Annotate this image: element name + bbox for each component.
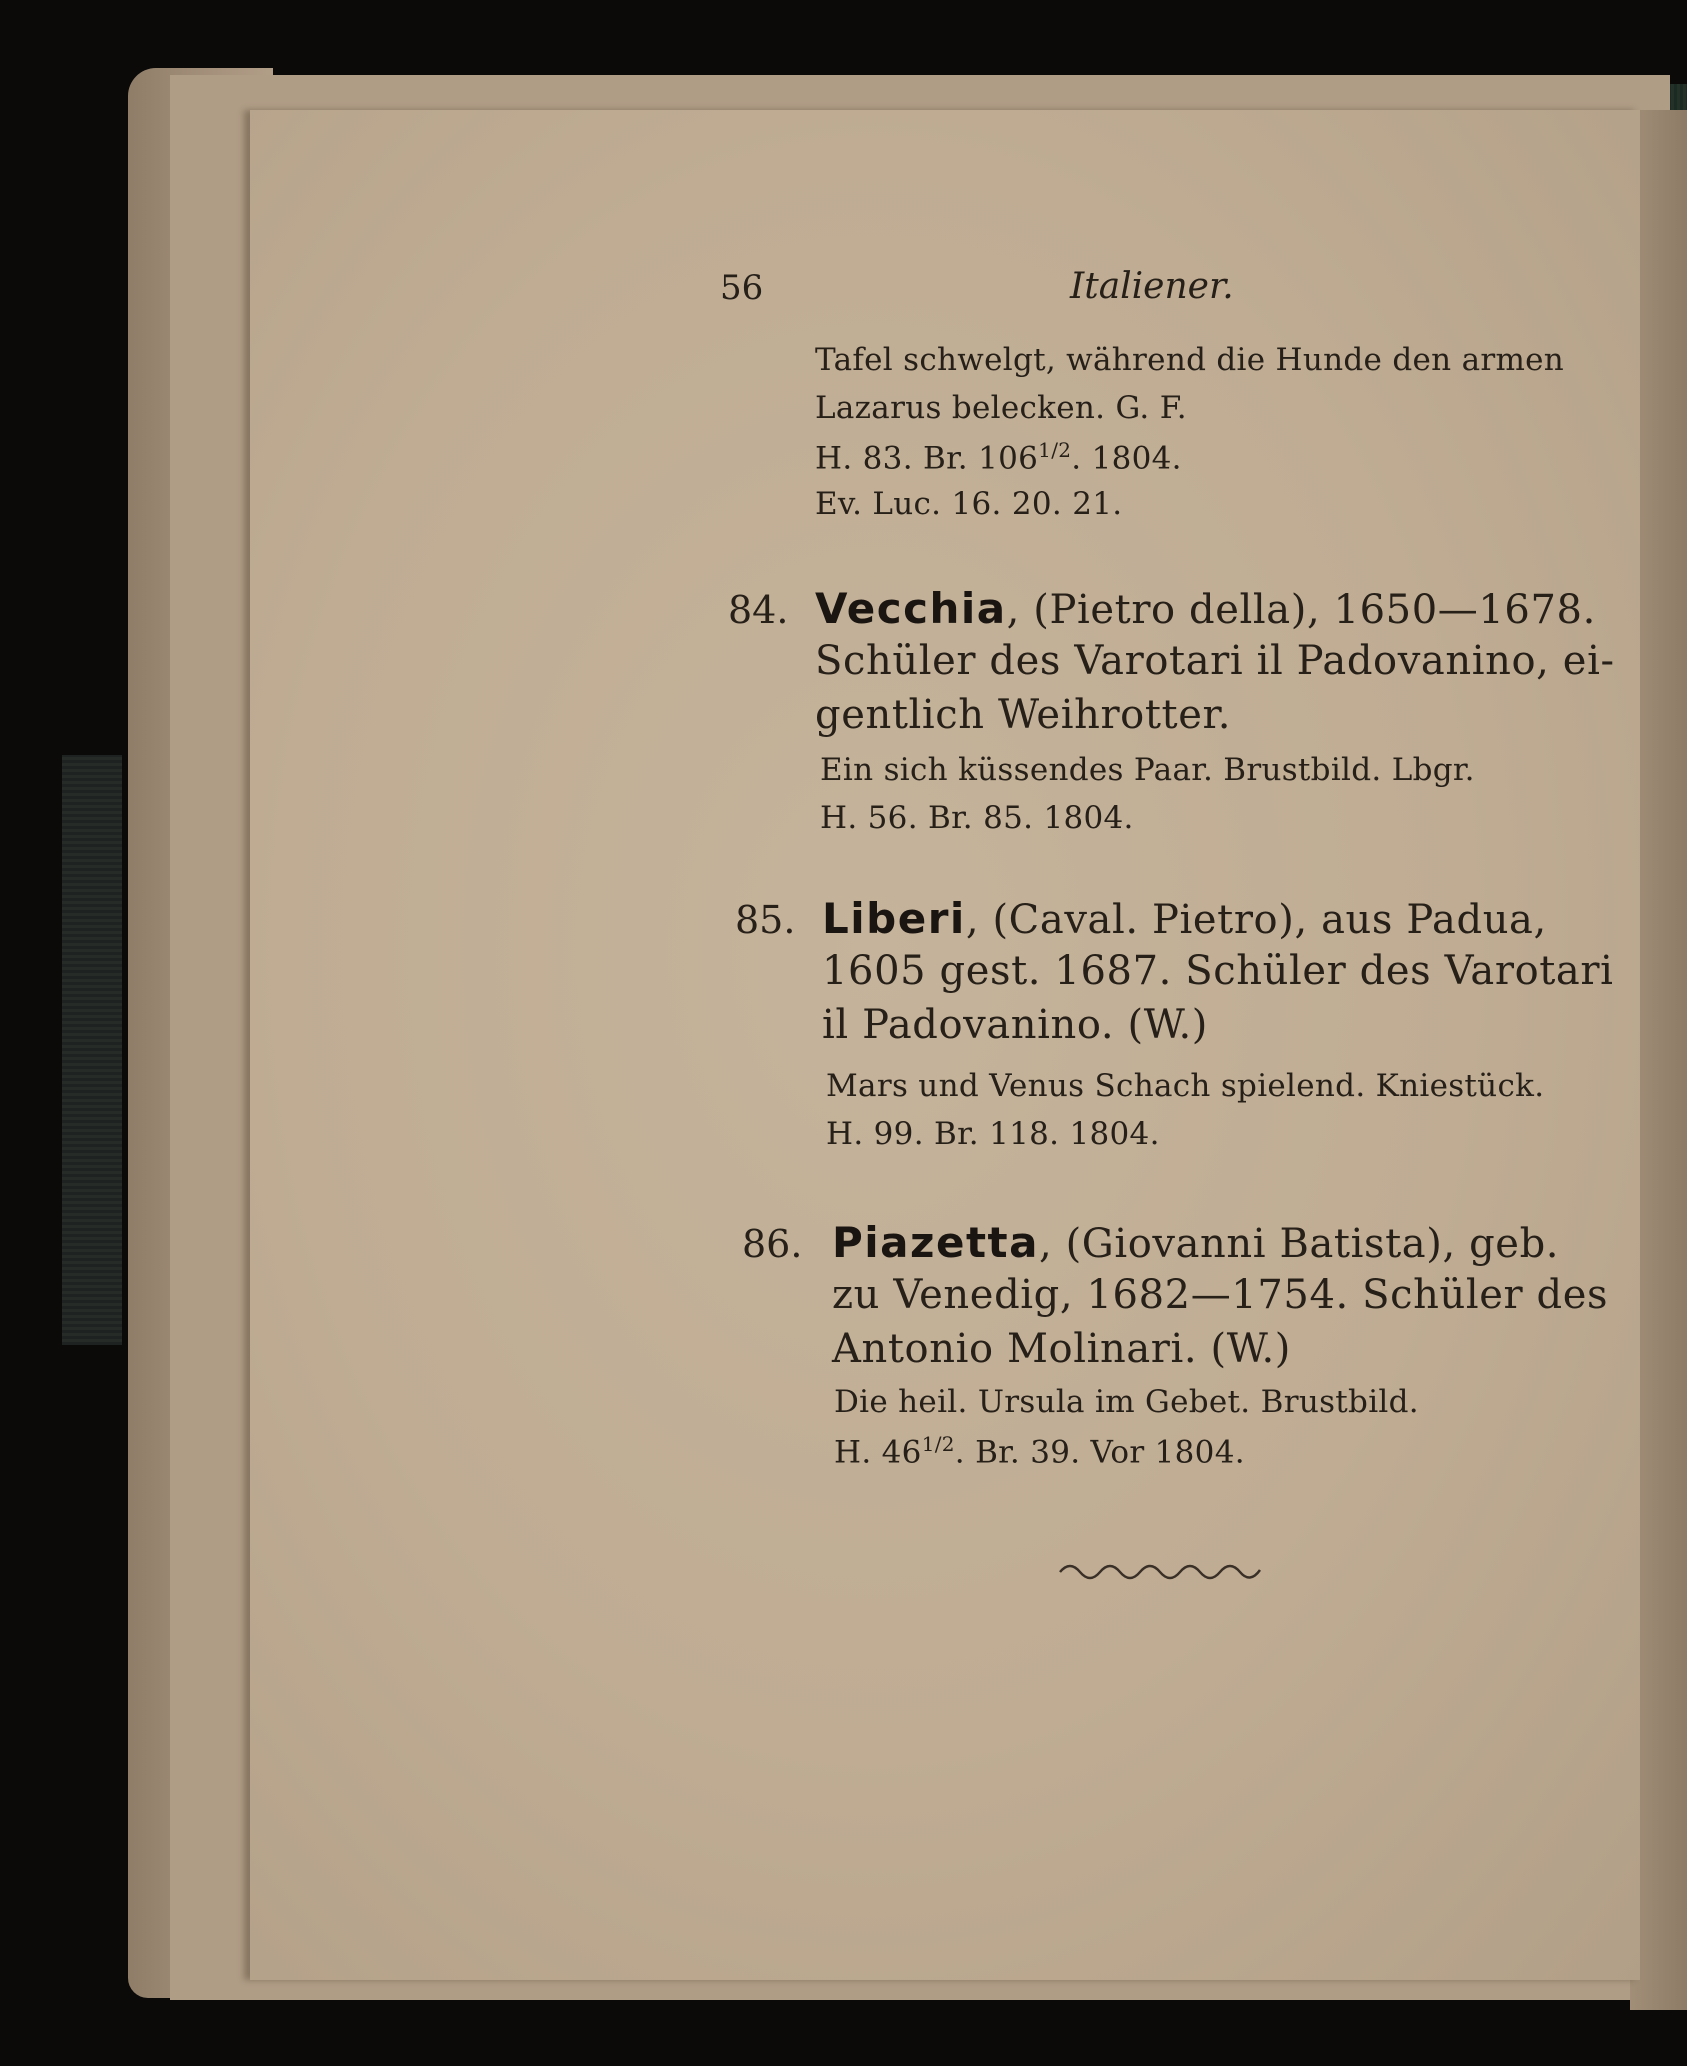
wavy-ornament-icon	[1058, 1556, 1268, 1582]
entry-number: 84.	[728, 588, 789, 632]
date-text: . 1804.	[1071, 440, 1182, 477]
date-text: . Br. 39. Vor 1804.	[954, 1434, 1245, 1471]
artist-dates: , (Giovanni Batista), geb.	[1038, 1221, 1560, 1267]
entry-number: 85.	[735, 898, 796, 942]
artist-bio-line: il Padovanino. (W.)	[822, 1002, 1208, 1048]
entry-heading	[822, 894, 1547, 943]
page-number: 56	[720, 268, 764, 308]
artist-dates: , (Pietro della), 1650—1678.	[1006, 587, 1596, 633]
entry-number: 86.	[742, 1222, 803, 1266]
artist-bio-line: Antonio Molinari. (W.)	[832, 1326, 1291, 1372]
artist-bio-line: 1605 gest. 1687. Schüler des Varotari	[822, 948, 1614, 994]
continuation-line: Lazarus belecken. G. F.	[815, 390, 1187, 426]
work-title: Mars und Venus Schach spielend. Kniestück.	[826, 1068, 1545, 1104]
dimensions-text: H. 83. Br. 106	[815, 440, 1039, 477]
work-dimensions	[834, 1432, 1245, 1470]
fraction: 1/2	[921, 1432, 955, 1456]
book-spine-cloth	[62, 755, 122, 1345]
continuation-line: Ev. Luc. 16. 20. 21.	[815, 486, 1123, 522]
fraction: 1/2	[1038, 438, 1072, 462]
entry-heading	[815, 584, 1596, 633]
entry-heading	[832, 1218, 1559, 1267]
artist-bio-line: Schüler des Varotari il Padovanino, ei-	[815, 638, 1615, 684]
dimensions-text: H. 46	[834, 1434, 922, 1471]
artist-name: Liberi	[822, 894, 966, 943]
artist-name: Vecchia	[815, 584, 1007, 633]
continuation-line-dimensions	[815, 438, 1182, 476]
continuation-line: Tafel schwelgt, während die Hunde den armen	[815, 342, 1565, 378]
artist-bio-line: zu Venedig, 1682—1754. Schüler des	[832, 1272, 1609, 1318]
work-title: Die heil. Ursula im Gebet. Brustbild.	[834, 1384, 1419, 1420]
work-dimensions: H. 56. Br. 85. 1804.	[820, 800, 1134, 836]
artist-bio-line: gentlich Weihrotter.	[815, 692, 1232, 738]
work-title: Ein sich küssendes Paar. Brustbild. Lbgr.	[820, 752, 1475, 788]
work-dimensions: H. 99. Br. 118. 1804.	[826, 1116, 1160, 1152]
artist-name: Piazetta	[832, 1218, 1039, 1267]
running-title: Italiener.	[1070, 266, 1234, 307]
artist-dates: , (Caval. Pietro), aus Padua,	[965, 897, 1547, 943]
